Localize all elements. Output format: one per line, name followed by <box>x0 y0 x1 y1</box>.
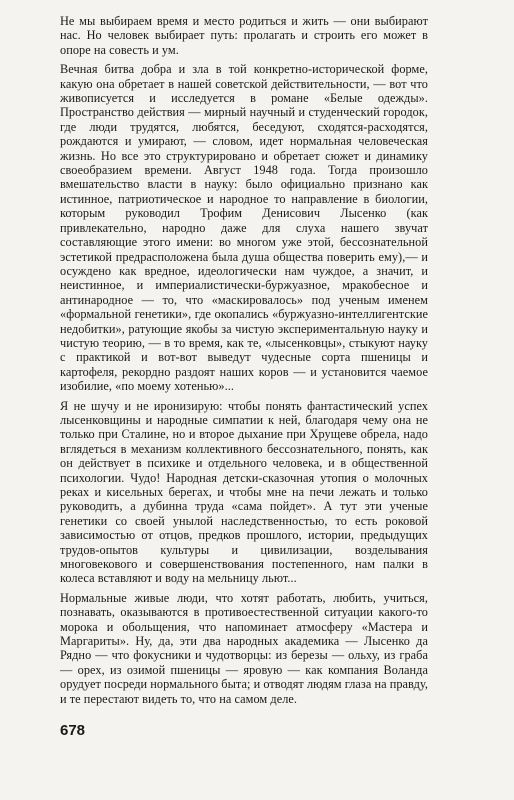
paragraph-3: Я не шучу и не иронизирую: чтобы понять фантастический успех лысенковщины и народные симпатии к ней, благодаря чему она не только при Сталине, но и второе дыхание при Хрущеве обрела, надо вглядеться в механизм коллективного бессознательного, понять, как он действует в психике и отдельного человека, и в общественной психологии. Чудо! Народная детски-сказочная утопия о молочных реках и кисельных берегах, и чтобы мне на печи лежать и только руководить, а дубинна труда «сама пойдет». А тут эти ученые генетики со своей унылой наследственностью, то есть роковой зависимостью от отцов, предков прошлого, истории, предыдущих трудов-опытов культуры и цивилизации, возделывания многовекового и совершенствования постепенного, нам палки в колеса вставляют и воду на мельницу льют... <box>60 398 428 586</box>
page-number: 678 <box>60 722 86 739</box>
paragraph-4: Нормальные живые люди, что хотят работать, любить, учиться, познавать, оказываются в противоестественной ситуации какого-то морока и обольщения, что напоминает атмосферу «Мастера и Маргариты». Ну, да, эти два народных академика — Лысенко да Рядно — что фокусники и чудотворцы: из березы — ольху, из граба — орех, из озимой пшеницы — яровую — как компания Воланда орудует посреди нормального быта; и отводят людям глаза на правду, и те перестают видеть то, что на самом деле. <box>60 590 428 706</box>
body-text <box>60 14 428 711</box>
paragraph-2: Вечная битва добра и зла в той конкретно-исторической форме, какую она обретает в нашей советской действительности, — вот что живописуется и исследуется в романе «Белые одежды». Пространство действия — мирный научный и студенческий городок, где люди трудятся, любятся, беседуют, сходятся-расходятся, рождаются и умирают, — словом, идет нормальная человеческая жизнь. Но все это структурировано и обретает сюжет и динамику своеобразием времени. Август 1948 года. Тогда произошло вмешательство власти в науку: было официально признано как истинное, патриотическое и народное то направление в биологии, которым руководил Трофим Денисович Лысенко (как привлекательно, народно даже для слуха нашего звучат составляющие этого имени: во многом уже этой, бессознательной эстетикой предрасположена была душа общества поверить ему),— и осуждено как вредное, идеологически нам чуждое, а значит, и неистинное, и империалистически-буржуазное, мракобесное и антинародное — то, что «маскировалось» под ученым именем «формальной генетики», где окопались «буржуазно-интеллигентские недобитки», ратующие якобы за чистую экспериментальную науку и чистую теорию, — в то время, как те, «лысенковцы», стыкуют науку с практикой и вот-вот выведут чудесные сорта пшеницы и картофеля, рекордно раздоят наших коров — и установится чаемое изобилие, «по моему хотенью»... <box>60 62 428 394</box>
paragraph-1: Не мы выбираем время и место родиться и жить — они выбирают нас. Но человек выбирает путь: пролагать и строить его может в опоре на совесть и ум. <box>60 14 428 57</box>
